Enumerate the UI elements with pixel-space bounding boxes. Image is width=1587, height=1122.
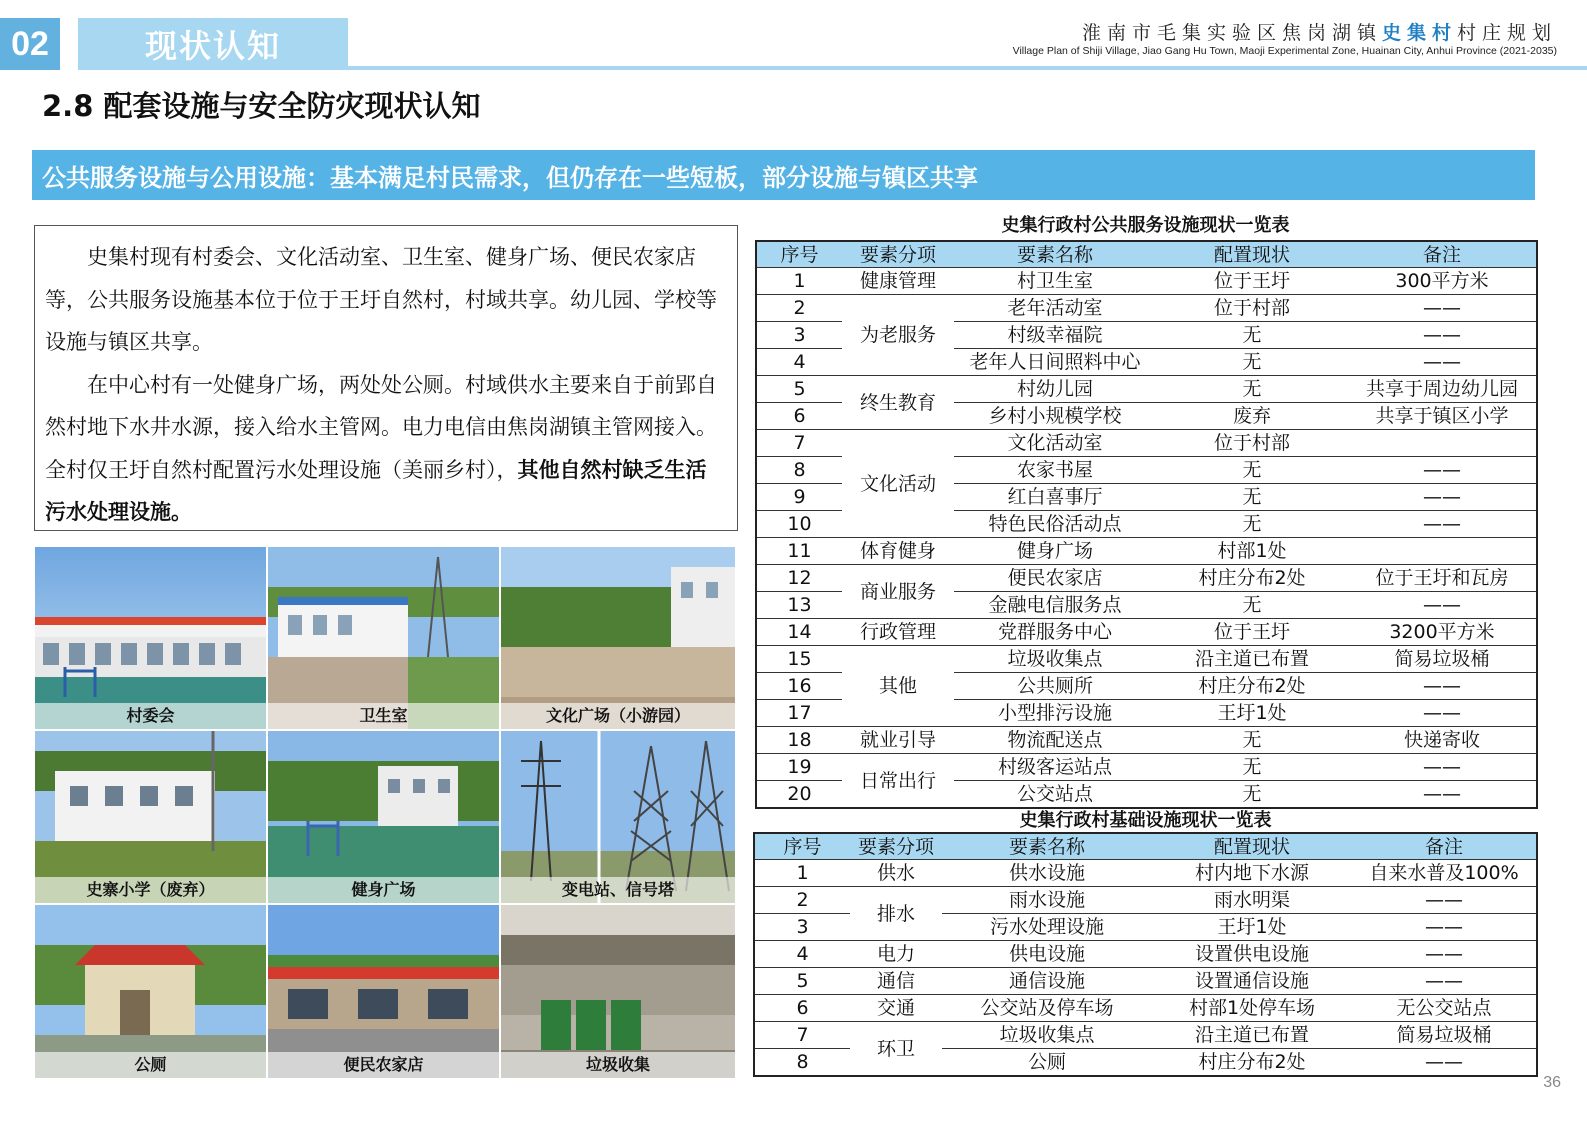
photo-caption: 健身广场: [268, 877, 499, 903]
category-cell: 文化活动: [842, 430, 954, 538]
description-paragraph-2-text: 在中心村有一处健身广场，两处处公厕。村域供水主要来自于前郢自然村地下水井水源，接入给水主管网。电力电信由焦岗湖镇主管网接入。全村仅王圩自然村配置污水处理设施（美丽乡村），: [45, 372, 717, 482]
category-cell: 就业引导: [842, 727, 954, 754]
remark-cell: ——: [1348, 484, 1537, 511]
table-row: [756, 565, 1537, 592]
row-number-cell: 5: [754, 968, 850, 995]
row-number-cell: 2: [756, 295, 842, 322]
description-paragraph-2-emphasis: 其他自然村缺乏生活污水处理设施。: [45, 457, 707, 524]
row-number-cell: 1: [756, 268, 842, 295]
row-number-cell: 6: [754, 995, 850, 1022]
photo-grid: [35, 547, 735, 1078]
item-name-cell: 村级幸福院: [954, 322, 1156, 349]
plan-title-village: 史集村: [1381, 22, 1457, 44]
remark-cell: 3200平方米: [1348, 619, 1537, 646]
remark-cell: [1348, 430, 1537, 457]
remark-cell: 自来水普及100%: [1352, 860, 1537, 887]
remark-cell: ——: [1348, 295, 1537, 322]
category-cell: 终生教育: [842, 376, 954, 430]
page-heading: 2.8 配套设施与安全防灾现状认知: [42, 89, 481, 123]
photo-clinic: [268, 547, 499, 729]
status-cell: 无: [1156, 322, 1348, 349]
status-cell: 废弃: [1156, 403, 1348, 430]
table-row: [756, 295, 1537, 322]
photo-caption: 史寨小学（废弃）: [35, 877, 266, 903]
status-cell: 村内地下水源: [1152, 860, 1352, 887]
remark-cell: ——: [1352, 887, 1537, 914]
item-name-cell: 雨水设施: [942, 887, 1152, 914]
status-cell: 王圩1处: [1152, 914, 1352, 941]
photo-village-store: [268, 905, 499, 1078]
page-number: 36: [1543, 1074, 1561, 1091]
status-cell: 雨水明渠: [1152, 887, 1352, 914]
remark-cell: ——: [1348, 322, 1537, 349]
column-header: 要素名称: [954, 241, 1156, 268]
row-number-cell: 3: [754, 914, 850, 941]
photo-abandoned-school: [35, 731, 266, 903]
status-cell: 设置通信设施: [1152, 968, 1352, 995]
category-cell: 排水: [850, 887, 942, 941]
table-row: [756, 430, 1537, 457]
column-header: 序号: [756, 241, 842, 268]
item-name-cell: 通信设施: [942, 968, 1152, 995]
category-cell: 环卫: [850, 1022, 942, 1077]
status-cell: 村庄分布2处: [1152, 1049, 1352, 1077]
public-service-table: [755, 240, 1538, 809]
remark-cell: ——: [1352, 941, 1537, 968]
status-cell: 沿主道已布置: [1156, 646, 1348, 673]
row-number-cell: 13: [756, 592, 842, 619]
column-header: 配置现状: [1156, 241, 1348, 268]
table-row: [756, 727, 1537, 754]
status-cell: 设置供电设施: [1152, 941, 1352, 968]
photo-public-toilet: [35, 905, 266, 1078]
row-number-cell: 15: [756, 646, 842, 673]
item-name-cell: 健身广场: [954, 538, 1156, 565]
photo-village-committee: [35, 547, 266, 729]
category-cell: 供水: [850, 860, 942, 887]
item-name-cell: 公交站点: [954, 781, 1156, 809]
row-number-cell: 16: [756, 673, 842, 700]
column-header: 要素分项: [842, 241, 954, 268]
table-row: [756, 754, 1537, 781]
status-cell: 无: [1156, 457, 1348, 484]
row-number-cell: 5: [756, 376, 842, 403]
row-number-cell: 7: [756, 430, 842, 457]
item-name-cell: 文化活动室: [954, 430, 1156, 457]
table-row: [756, 646, 1537, 673]
status-cell: 无: [1156, 727, 1348, 754]
column-header: 要素名称: [942, 833, 1152, 860]
row-number-cell: 6: [756, 403, 842, 430]
status-cell: 无: [1156, 376, 1348, 403]
row-number-cell: 4: [754, 941, 850, 968]
remark-cell: 无公交站点: [1352, 995, 1537, 1022]
row-number-cell: 7: [754, 1022, 850, 1049]
row-number-cell: 8: [756, 457, 842, 484]
category-cell: 为老服务: [842, 295, 954, 376]
category-cell: 交通: [850, 995, 942, 1022]
table-row: [756, 538, 1537, 565]
photo-caption: 便民农家店: [268, 1052, 499, 1078]
status-cell: 沿主道已布置: [1152, 1022, 1352, 1049]
plan-title-prefix: 淮南市毛集实验区焦岗湖镇: [1081, 22, 1382, 44]
column-header: 要素分项: [850, 833, 942, 860]
row-number-cell: 11: [756, 538, 842, 565]
description-box: [34, 225, 738, 531]
status-cell: 无: [1156, 511, 1348, 538]
table-row: [754, 1022, 1537, 1049]
photo-substation-tower: [501, 731, 735, 903]
item-name-cell: 老年活动室: [954, 295, 1156, 322]
row-number-cell: 1: [754, 860, 850, 887]
status-cell: 村庄分布2处: [1156, 673, 1348, 700]
section-number-badge: 02: [0, 18, 60, 70]
status-cell: 村部1处停车场: [1152, 995, 1352, 1022]
remark-cell: ——: [1348, 700, 1537, 727]
photo-caption: 文化广场（小游园）: [501, 703, 735, 729]
row-number-cell: 10: [756, 511, 842, 538]
section-title-tab: 现状认知: [78, 18, 348, 70]
remark-cell: 共享于镇区小学: [1348, 403, 1537, 430]
row-number-cell: 3: [756, 322, 842, 349]
remark-cell: ——: [1348, 673, 1537, 700]
photo-garbage-collection: [501, 905, 735, 1078]
status-cell: 位于王圩: [1156, 619, 1348, 646]
public-table-title: 史集行政村公共服务设施现状一览表: [1001, 215, 1290, 236]
category-cell: 体育健身: [842, 538, 954, 565]
table-row: [754, 968, 1537, 995]
remark-cell: 共享于周边幼儿园: [1348, 376, 1537, 403]
row-number-cell: 8: [754, 1049, 850, 1077]
item-name-cell: 垃圾收集点: [954, 646, 1156, 673]
remark-cell: ——: [1348, 457, 1537, 484]
row-number-cell: 19: [756, 754, 842, 781]
header-divider: [348, 66, 1587, 70]
remark-cell: ——: [1348, 781, 1537, 809]
item-name-cell: 特色民俗活动点: [954, 511, 1156, 538]
photo-caption: 变电站、信号塔: [501, 877, 735, 903]
item-name-cell: 党群服务中心: [954, 619, 1156, 646]
table-row: [754, 860, 1537, 887]
description-paragraph-2: [45, 364, 727, 534]
plan-title-suffix: 村庄规划: [1456, 22, 1557, 44]
item-name-cell: 垃圾收集点: [942, 1022, 1152, 1049]
row-number-cell: 14: [756, 619, 842, 646]
remark-cell: ——: [1352, 968, 1537, 995]
table-header-row: [756, 241, 1537, 268]
item-name-cell: 便民农家店: [954, 565, 1156, 592]
item-name-cell: 公厕: [942, 1049, 1152, 1077]
item-name-cell: 老年人日间照料中心: [954, 349, 1156, 376]
category-cell: 其他: [842, 646, 954, 727]
item-name-cell: 村卫生室: [954, 268, 1156, 295]
table-row: [756, 619, 1537, 646]
infra-table-title: 史集行政村基础设施现状一览表: [1019, 810, 1272, 831]
category-cell: 商业服务: [842, 565, 954, 619]
column-header: 序号: [754, 833, 850, 860]
table-header-row: [754, 833, 1537, 860]
item-name-cell: 红白喜事厅: [954, 484, 1156, 511]
status-cell: 王圩1处: [1156, 700, 1348, 727]
row-number-cell: 12: [756, 565, 842, 592]
remark-cell: 快递寄收: [1348, 727, 1537, 754]
item-name-cell: 金融电信服务点: [954, 592, 1156, 619]
column-header: 配置现状: [1152, 833, 1352, 860]
item-name-cell: 物流配送点: [954, 727, 1156, 754]
summary-banner: 公共服务设施与公用设施：基本满足村民需求，但仍存在一些短板，部分设施与镇区共享: [32, 150, 1535, 200]
remark-cell: 位于王圩和瓦房: [1348, 565, 1537, 592]
item-name-cell: 公交站及停车场: [942, 995, 1152, 1022]
table-row: [754, 887, 1537, 914]
status-cell: 村庄分布2处: [1156, 565, 1348, 592]
remark-cell: ——: [1352, 1049, 1537, 1077]
status-cell: 村部1处: [1156, 538, 1348, 565]
item-name-cell: 公共厕所: [954, 673, 1156, 700]
row-number-cell: 2: [754, 887, 850, 914]
photo-fitness-square: [268, 731, 499, 903]
remark-cell: ——: [1348, 511, 1537, 538]
photo-caption: 村委会: [35, 703, 266, 729]
row-number-cell: 9: [756, 484, 842, 511]
category-cell: 健康管理: [842, 268, 954, 295]
category-cell: 日常出行: [842, 754, 954, 809]
plan-title-english: Village Plan of Shiji Village, Jiao Gang Hu Town, Maoji Experimental Zone, Huainan City, Anhui Province (2021-2035): [1012, 45, 1557, 57]
row-number-cell: 17: [756, 700, 842, 727]
photo-culture-square: [501, 547, 735, 729]
remark-cell: 简易垃圾桶: [1352, 1022, 1537, 1049]
remark-cell: ——: [1348, 349, 1537, 376]
status-cell: 位于村部: [1156, 430, 1348, 457]
table-row: [756, 268, 1537, 295]
remark-cell: ——: [1352, 914, 1537, 941]
row-number-cell: 20: [756, 781, 842, 809]
remark-cell: ——: [1348, 592, 1537, 619]
category-cell: 通信: [850, 968, 942, 995]
remark-cell: 简易垃圾桶: [1348, 646, 1537, 673]
item-name-cell: 乡村小规模学校: [954, 403, 1156, 430]
category-cell: 电力: [850, 941, 942, 968]
remark-cell: ——: [1348, 754, 1537, 781]
infrastructure-table: [753, 832, 1538, 1077]
status-cell: 无: [1156, 781, 1348, 809]
item-name-cell: 村幼儿园: [954, 376, 1156, 403]
remark-cell: 300平方米: [1348, 268, 1537, 295]
row-number-cell: 4: [756, 349, 842, 376]
status-cell: 位于村部: [1156, 295, 1348, 322]
description-paragraph-1: 史集村现有村委会、文化活动室、卫生室、健身广场、便民农家店等，公共服务设施基本位于位于王圩自然村，村域共享。幼儿园、学校等设施与镇区共享。: [45, 245, 717, 354]
row-number-cell: 18: [756, 727, 842, 754]
status-cell: 无: [1156, 349, 1348, 376]
table-row: [754, 941, 1537, 968]
status-cell: 无: [1156, 592, 1348, 619]
photo-caption: 卫生室: [268, 703, 499, 729]
category-cell: 行政管理: [842, 619, 954, 646]
item-name-cell: 供水设施: [942, 860, 1152, 887]
table-row: [756, 376, 1537, 403]
photo-caption: 垃圾收集: [501, 1052, 735, 1078]
item-name-cell: 农家书屋: [954, 457, 1156, 484]
item-name-cell: 小型排污设施: [954, 700, 1156, 727]
column-header: 备注: [1348, 241, 1537, 268]
plan-title: [1082, 18, 1557, 45]
item-name-cell: 村级客运站点: [954, 754, 1156, 781]
item-name-cell: 污水处理设施: [942, 914, 1152, 941]
column-header: 备注: [1352, 833, 1537, 860]
status-cell: 无: [1156, 484, 1348, 511]
remark-cell: [1348, 538, 1537, 565]
photo-caption: 公厕: [35, 1052, 266, 1078]
status-cell: 位于王圩: [1156, 268, 1348, 295]
table-row: [754, 995, 1537, 1022]
item-name-cell: 供电设施: [942, 941, 1152, 968]
status-cell: 无: [1156, 754, 1348, 781]
